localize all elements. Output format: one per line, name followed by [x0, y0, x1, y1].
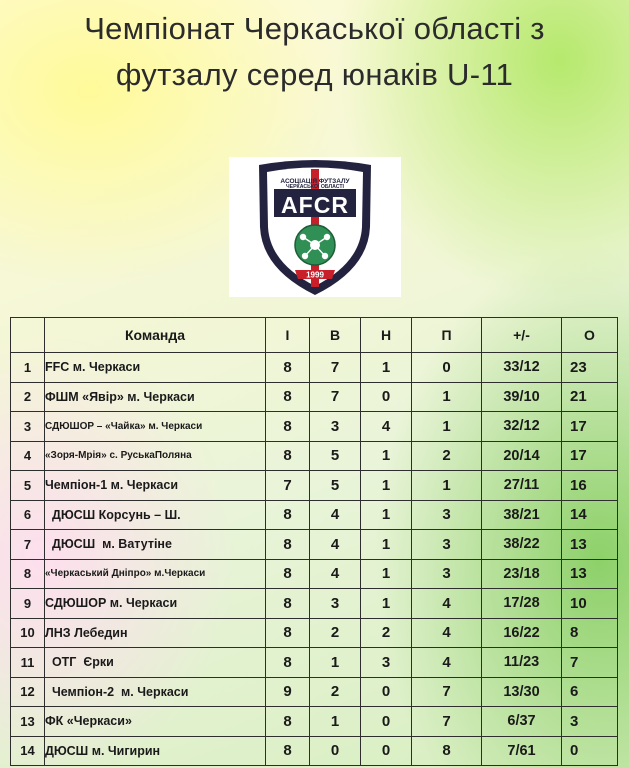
row-losses: 1: [412, 412, 482, 442]
col-header-team: Команда: [45, 318, 266, 353]
row-games: 8: [266, 559, 310, 589]
table-header-row: [11, 318, 618, 353]
table-row: [11, 589, 618, 619]
row-games: 8: [266, 618, 310, 648]
row-position: 8: [11, 559, 45, 589]
row-points: 8: [562, 618, 618, 648]
row-team: ЛНЗ Лебедин: [45, 618, 266, 648]
row-team: Чемпіон-1 м. Черкаси: [45, 471, 266, 501]
table-row: [11, 412, 618, 442]
row-games: 8: [266, 441, 310, 471]
row-points: 23: [562, 353, 618, 383]
row-points: 0: [562, 736, 618, 766]
col-header-wins: В: [310, 318, 361, 353]
row-goals: 13/30: [482, 677, 562, 707]
row-losses: 0: [412, 353, 482, 383]
row-position: 1: [11, 353, 45, 383]
row-draws: 1: [361, 353, 412, 383]
col-header-goals: +/-: [482, 318, 562, 353]
row-goals: 20/14: [482, 441, 562, 471]
row-points: 10: [562, 589, 618, 619]
row-team: ФШМ «Явір» м. Черкаси: [45, 382, 266, 412]
row-points: 7: [562, 648, 618, 678]
row-points: 13: [562, 530, 618, 560]
svg-text:АСОЦІАЦІЯ ФУТЗАЛУ: АСОЦІАЦІЯ ФУТЗАЛУ: [280, 178, 350, 185]
row-wins: 1: [310, 707, 361, 737]
row-games: 7: [266, 471, 310, 501]
svg-text:1999: 1999: [306, 270, 324, 280]
row-losses: 7: [412, 677, 482, 707]
row-position: 5: [11, 471, 45, 501]
row-wins: 1: [310, 648, 361, 678]
table-row: [11, 353, 618, 383]
row-games: 8: [266, 736, 310, 766]
table-row: [11, 471, 618, 501]
row-points: 16: [562, 471, 618, 501]
row-games: 8: [266, 353, 310, 383]
table-row: [11, 500, 618, 530]
row-goals: 33/12: [482, 353, 562, 383]
row-points: 3: [562, 707, 618, 737]
row-losses: 7: [412, 707, 482, 737]
row-position: 4: [11, 441, 45, 471]
row-goals: 11/23: [482, 648, 562, 678]
col-header-losses: П: [412, 318, 482, 353]
row-wins: 2: [310, 677, 361, 707]
svg-text:ЧЕРКАСЬКОЇ ОБЛАСТІ: ЧЕРКАСЬКОЇ ОБЛАСТІ: [285, 184, 345, 190]
row-team: ФК «Черкаси»: [45, 707, 266, 737]
row-team: СДЮШОР – «Чайка» м. Черкаси: [45, 412, 266, 442]
table-row: [11, 382, 618, 412]
row-losses: 1: [412, 471, 482, 501]
row-goals: 38/22: [482, 530, 562, 560]
row-points: 6: [562, 677, 618, 707]
row-team: «Черкаський Дніпро» м.Черкаси: [45, 559, 266, 589]
row-position: 11: [11, 648, 45, 678]
row-losses: 3: [412, 559, 482, 589]
row-losses: 1: [412, 382, 482, 412]
row-goals: 39/10: [482, 382, 562, 412]
row-points: 14: [562, 500, 618, 530]
table-row: [11, 736, 618, 766]
row-team: СДЮШОР м. Черкаси: [45, 589, 266, 619]
row-goals: 6/37: [482, 707, 562, 737]
row-goals: 7/61: [482, 736, 562, 766]
row-team: ДЮСШ Корсунь – Ш.: [45, 500, 266, 530]
title-line-2: футзалу серед юнаків U-11: [115, 57, 514, 92]
row-wins: 4: [310, 500, 361, 530]
row-draws: 1: [361, 530, 412, 560]
row-position: 14: [11, 736, 45, 766]
row-wins: 0: [310, 736, 361, 766]
row-games: 8: [266, 412, 310, 442]
row-losses: 4: [412, 589, 482, 619]
row-games: 8: [266, 648, 310, 678]
row-position: 7: [11, 530, 45, 560]
row-draws: 0: [361, 707, 412, 737]
table-row: [11, 559, 618, 589]
row-games: 8: [266, 500, 310, 530]
table-row: [11, 707, 618, 737]
row-losses: 4: [412, 618, 482, 648]
row-losses: 2: [412, 441, 482, 471]
row-draws: 1: [361, 559, 412, 589]
afcr-logo: [229, 157, 401, 297]
row-points: 21: [562, 382, 618, 412]
row-points: 17: [562, 412, 618, 442]
row-goals: 16/22: [482, 618, 562, 648]
table-row: [11, 441, 618, 471]
row-draws: 1: [361, 500, 412, 530]
table-row: [11, 677, 618, 707]
page-title: [0, 0, 629, 98]
row-goals: 27/11: [482, 471, 562, 501]
row-games: 9: [266, 677, 310, 707]
row-goals: 38/21: [482, 500, 562, 530]
table-row: [11, 618, 618, 648]
row-wins: 4: [310, 559, 361, 589]
row-points: 17: [562, 441, 618, 471]
row-wins: 7: [310, 382, 361, 412]
row-games: 8: [266, 707, 310, 737]
row-team: «Зоря-Мрія» с. РуськаПоляна: [45, 441, 266, 471]
row-games: 8: [266, 530, 310, 560]
row-team: Чемпіон-2 м. Черкаси: [45, 677, 266, 707]
row-wins: 3: [310, 589, 361, 619]
row-draws: 0: [361, 677, 412, 707]
row-draws: 4: [361, 412, 412, 442]
row-draws: 0: [361, 736, 412, 766]
row-losses: 3: [412, 500, 482, 530]
row-wins: 5: [310, 441, 361, 471]
table-row: [11, 530, 618, 560]
row-team: ОТГ Єрки: [45, 648, 266, 678]
row-draws: 2: [361, 618, 412, 648]
row-wins: 7: [310, 353, 361, 383]
row-losses: 8: [412, 736, 482, 766]
row-losses: 4: [412, 648, 482, 678]
row-position: 9: [11, 589, 45, 619]
afcr-shield-icon: [229, 157, 401, 297]
row-position: 10: [11, 618, 45, 648]
row-team: ДЮСШ м. Чигирин: [45, 736, 266, 766]
row-games: 8: [266, 589, 310, 619]
row-team: FFC м. Черкаси: [45, 353, 266, 383]
row-wins: 5: [310, 471, 361, 501]
svg-text:AFCR: AFCR: [281, 192, 349, 218]
table-row: [11, 648, 618, 678]
row-goals: 17/28: [482, 589, 562, 619]
col-header-points: О: [562, 318, 618, 353]
row-draws: 0: [361, 382, 412, 412]
col-header-draws: Н: [361, 318, 412, 353]
row-goals: 32/12: [482, 412, 562, 442]
row-draws: 1: [361, 589, 412, 619]
row-position: 6: [11, 500, 45, 530]
row-wins: 4: [310, 530, 361, 560]
title-line-1: Чемпіонат Черкаської області з: [84, 11, 545, 46]
row-wins: 3: [310, 412, 361, 442]
col-header-games: І: [266, 318, 310, 353]
row-wins: 2: [310, 618, 361, 648]
row-games: 8: [266, 382, 310, 412]
row-draws: 1: [361, 441, 412, 471]
row-draws: 3: [361, 648, 412, 678]
row-position: 13: [11, 707, 45, 737]
row-goals: 23/18: [482, 559, 562, 589]
row-points: 13: [562, 559, 618, 589]
col-header-num: [11, 318, 45, 353]
row-position: 2: [11, 382, 45, 412]
row-losses: 3: [412, 530, 482, 560]
row-draws: 1: [361, 471, 412, 501]
row-position: 3: [11, 412, 45, 442]
row-position: 12: [11, 677, 45, 707]
row-team: ДЮСШ м. Ватутіне: [45, 530, 266, 560]
standings-table: [10, 317, 618, 766]
